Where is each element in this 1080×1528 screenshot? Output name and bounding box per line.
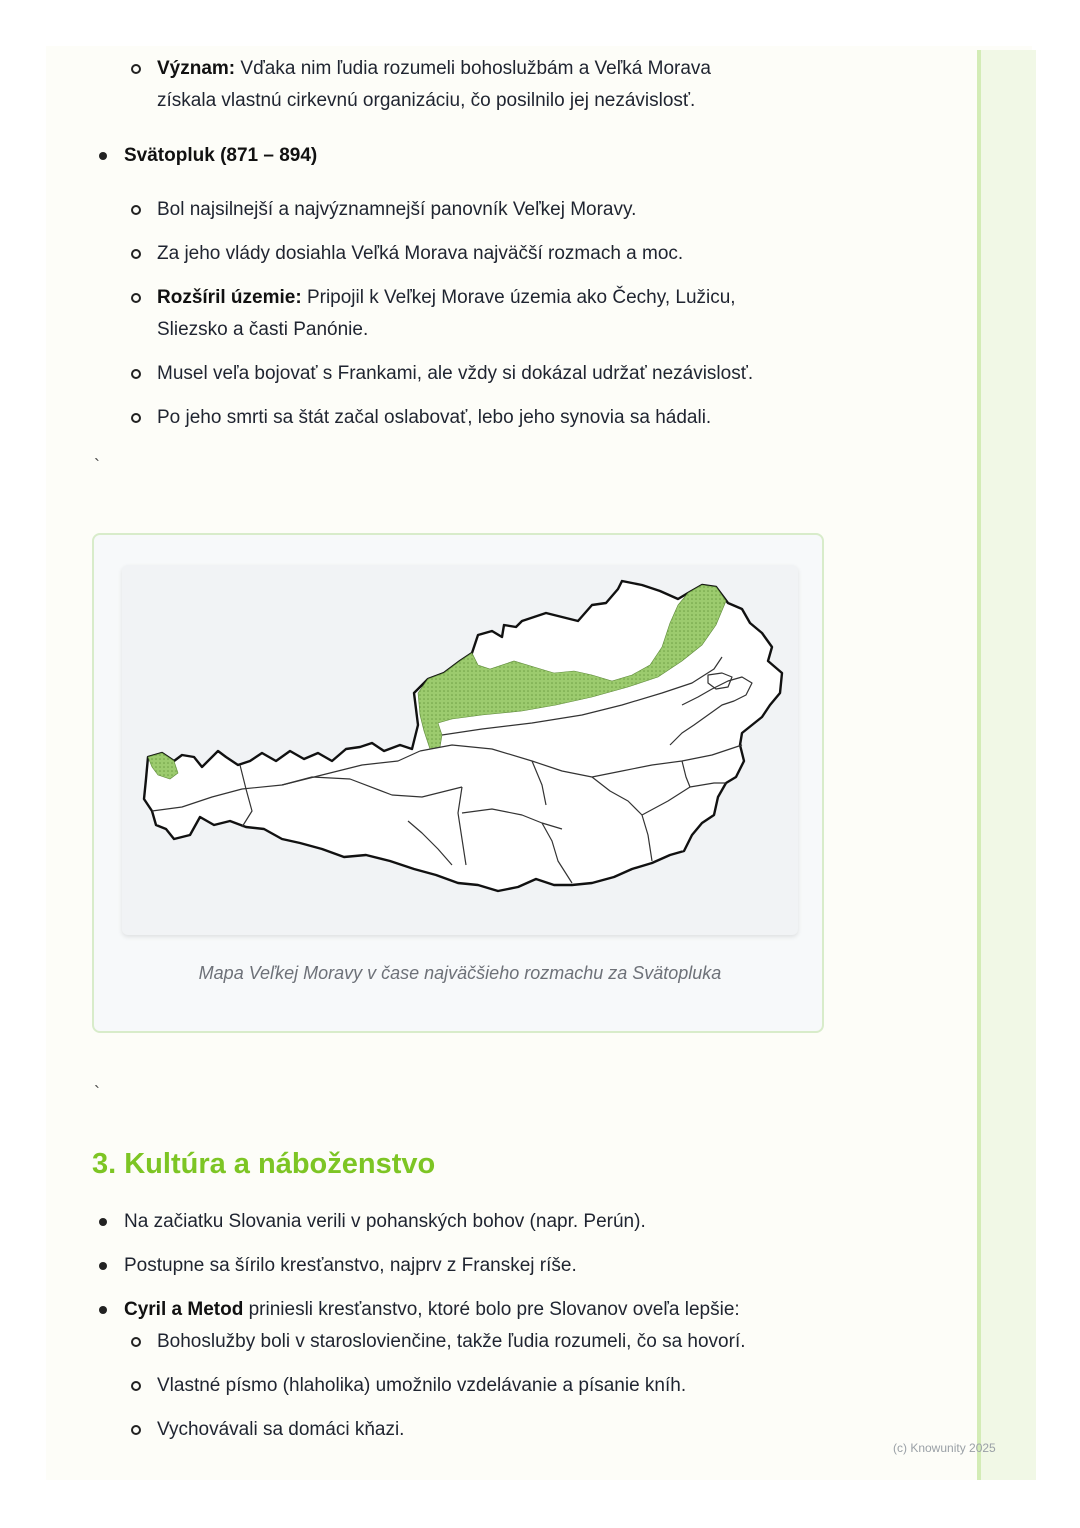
list-item-text: Postupne sa šírilo kresťanstvo, najprv z Franskej ríše.: [124, 1255, 577, 1276]
map-caption: Mapa Veľkej Moravy v čase najväčšieho rozmachu za Svätopluka: [198, 963, 722, 983]
cyril-text: priniesli kresťanstvo, ktoré bolo pre Slovanov oveľa lepšie:: [248, 1299, 740, 1320]
circle-bullet-icon: [131, 1381, 141, 1391]
circle-bullet-icon: [131, 64, 141, 74]
austria-map-graphic: [122, 565, 798, 935]
watermark: (c) Knowunity 2025: [893, 1441, 996, 1455]
cyril-label: Cyril a Metod: [124, 1299, 244, 1320]
stray-backtick: `: [94, 1083, 100, 1103]
section-heading: 3. Kultúra a náboženstvo: [92, 1148, 436, 1180]
list-item-text: Vlastné písmo (hlaholika) umožnilo vzdelávanie a písanie kníh.: [157, 1375, 687, 1396]
circle-bullet-icon: [131, 369, 141, 379]
circle-bullet-icon: [131, 249, 141, 259]
vyznam-label: Význam:: [157, 58, 236, 79]
circle-bullet-icon: [131, 413, 141, 423]
vyznam-line2: získala vlastnú cirkevnú organizáciu, čo posilnilo jej nezávislosť.: [157, 90, 696, 111]
circle-bullet-icon: [131, 293, 141, 303]
uzemie-label: Rozšíril územie:: [157, 287, 302, 308]
stray-backtick: `: [94, 456, 100, 476]
list-item-text: Na začiatku Slovania verili v pohanských bohov (napr. Perún).: [124, 1211, 646, 1232]
list-item-text: Bol najsilnejší a najvýznamnejší panovník Veľkej Moravy.: [157, 199, 637, 220]
list-item-text: Bohoslužby boli v staroslovienčine, takže ľudia rozumeli, čo sa hovorí.: [157, 1331, 746, 1352]
vyznam-line1: Vďaka nim ľudia rozumeli bohoslužbám a Veľká Morava: [240, 58, 711, 79]
disc-bullet-icon: [99, 1218, 107, 1226]
circle-bullet-icon: [131, 1425, 141, 1435]
list-item-text: Musel veľa bojovať s Frankami, ale vždy si dokázal udržať nezávislosť.: [157, 363, 754, 384]
disc-bullet-icon: [99, 1262, 107, 1270]
disc-bullet-icon: [99, 1306, 107, 1314]
map-image: [122, 565, 798, 935]
side-margin-strip: [977, 50, 1036, 1480]
list-item-text: Za jeho vlády dosiahla Veľká Morava najväčší rozmach a moc.: [157, 243, 684, 264]
list-item-text: Vychovávali sa domáci kňazi.: [157, 1419, 405, 1440]
svatopluk-heading: Svätopluk (871 – 894): [124, 145, 318, 166]
map-figure: [92, 533, 824, 1033]
uzemie-line2: Sliezsko a časti Panónie.: [157, 319, 369, 340]
circle-bullet-icon: [131, 205, 141, 215]
uzemie-line1: Pripojil k Veľkej Morave územia ako Čechy, Lužicu,: [306, 287, 736, 308]
circle-bullet-icon: [131, 1337, 141, 1347]
disc-bullet-icon: [99, 152, 107, 160]
list-item-text: Po jeho smrti sa štát začal oslabovať, lebo jeho synovia sa hádali.: [157, 407, 712, 428]
